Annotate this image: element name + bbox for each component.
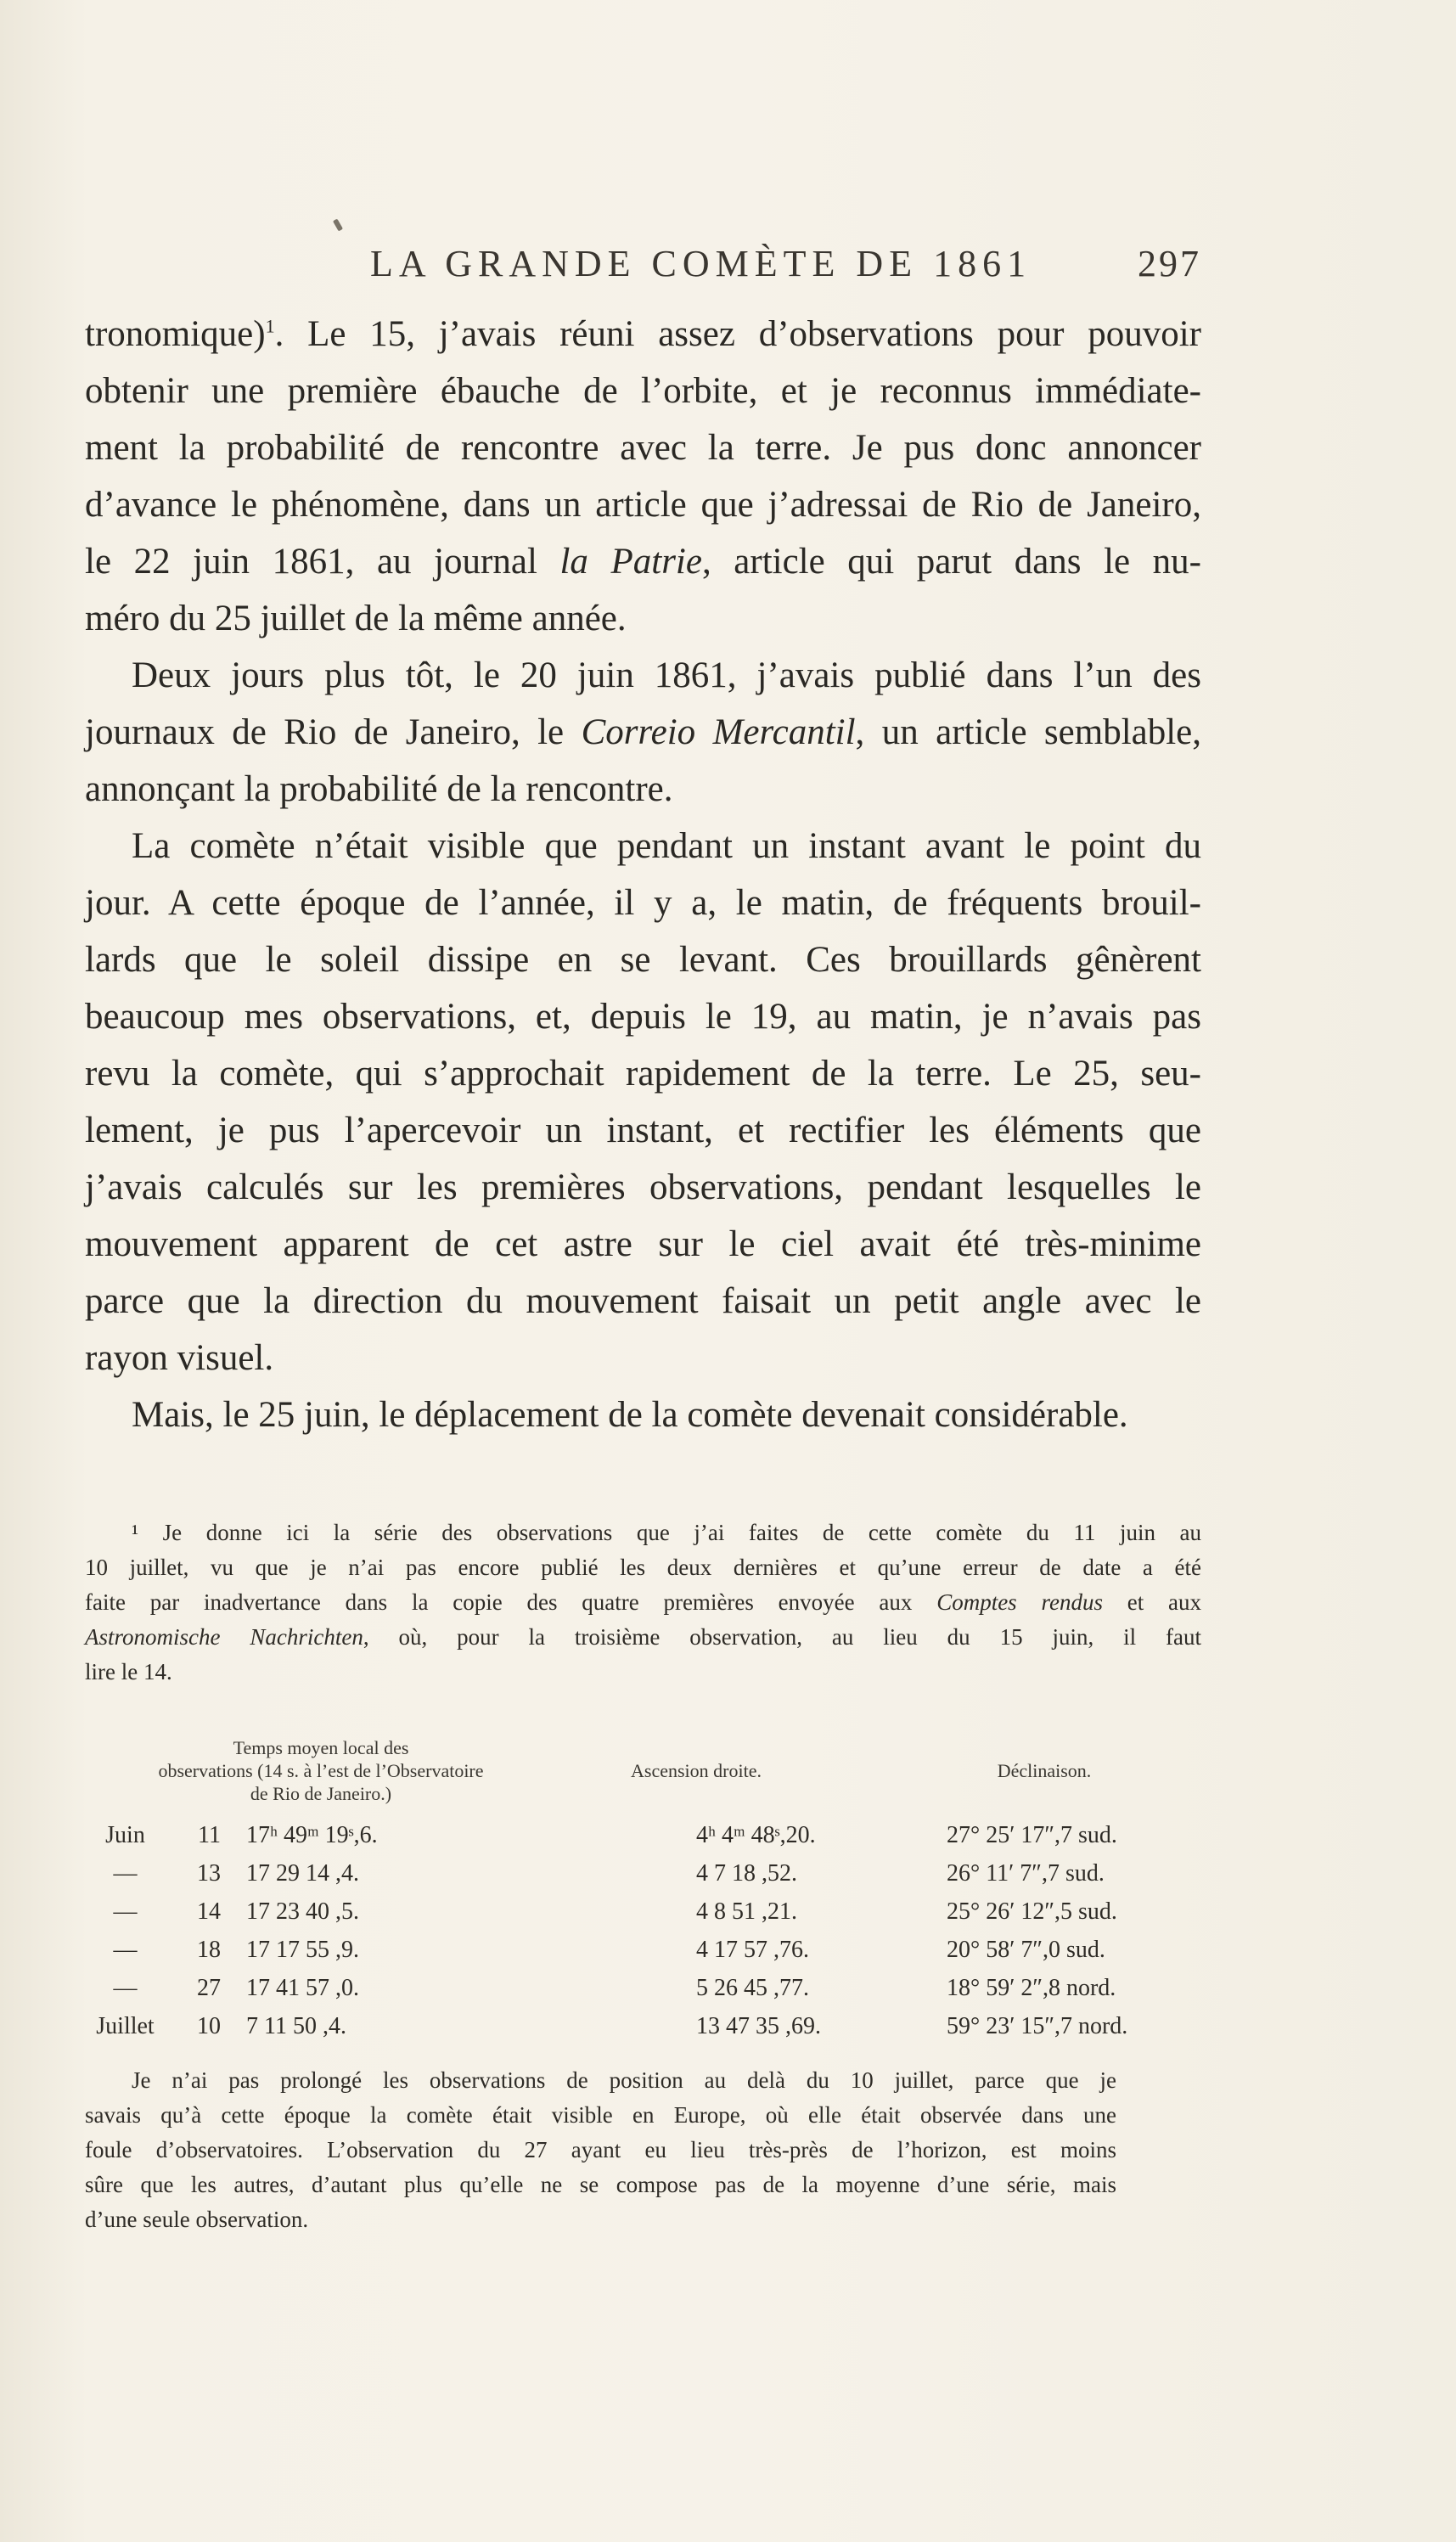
footnote-marker: ¹ xyxy=(132,1520,139,1545)
table-row: — 14 17 23 40 ,5. 4 8 51 ,21. 25° 26′ 12″,5 sud. xyxy=(113,1898,1117,1925)
table-row: — 13 17 29 14 ,4. 4 7 18 ,52. 26° 11′ 7″,7 sud. xyxy=(113,1860,1105,1887)
note-line: sûre que les autres, d’autant plus qu’elle ne se compose pas de la moyenne d’une série, mais xyxy=(85,2172,1116,2197)
ink-mark xyxy=(333,218,343,231)
footnote-line: 10 juillet, vu que je n’ai pas encore publié les deux dernières et qu’une erreur de date a été xyxy=(85,1555,1201,1580)
column-header-declination: Déclinaison. xyxy=(997,1760,1092,1781)
note-line: Je n’ai pas prolongé les observations de position au delà du 10 juillet, parce que je xyxy=(132,2067,1116,2093)
text-line: lement, je pus l’apercevoir un instant, et rectifier les éléments que xyxy=(85,1111,1201,1150)
note-line: d’une seule observation. xyxy=(85,2207,309,2232)
table-row: Juillet 10 7 11 50 ,4. 13 47 35 ,69. 59° 23′ 15″,7 nord. xyxy=(96,2013,1128,2039)
text-line: jour. A cette époque de l’année, il y a, le matin, de fréquents brouil- xyxy=(85,883,1201,923)
text-line: d’avance le phénomène, dans un article que j’adressai de Rio de Janeiro, xyxy=(85,485,1201,525)
text-line: obtenir une première ébauche de l’orbite, et je reconnus immédiate- xyxy=(85,371,1201,411)
text-line: annonçant la probabilité de la rencontre. xyxy=(85,769,673,809)
table-note xyxy=(85,2063,1116,2237)
text-line: La comète n’était visible que pendant un instant avant le point du xyxy=(132,826,1201,866)
text-line: Deux jours plus tôt, le 20 juin 1861, j’avais publié dans l’un des xyxy=(132,655,1201,695)
footnote-line: Astronomische Nachrichten, où, pour la troisième observation, au lieu du 15 juin, il faut xyxy=(85,1624,1202,1650)
text-line: journaux de Rio de Janeiro, le Correio Mercantil, un article semblable, xyxy=(85,712,1202,752)
page-number: 297 xyxy=(1138,243,1201,284)
footnote-line: lire le 14. xyxy=(85,1659,172,1684)
text-line: j’avais calculés sur les premières observations, pendant lesquelles le xyxy=(85,1167,1201,1207)
text-line: tronomique)$^1$. Le 15, j’avais réuni assez d’observations pour pouvoir xyxy=(85,314,1201,354)
running-title: LA GRANDE COMÈTE DE 1861 xyxy=(370,243,1032,284)
text-line: ment la probabilité de rencontre avec la terre. Je pus donc annoncer xyxy=(85,428,1201,468)
footnote-line: ¹ Je donne ici la série des observations que j’ai faites de cette comète du 11 juin au xyxy=(132,1520,1201,1545)
footnote-line: faite par inadvertance dans la copie des quatre premières envoyée aux Comptes rendus et aux xyxy=(85,1589,1201,1615)
text-line: méro du 25 juillet de la même année. xyxy=(85,599,627,638)
text-line: le 22 juin 1861, au journal la Patrie, article qui parut dans le nu- xyxy=(85,542,1202,582)
text-line: parce que la direction du mouvement faisait un petit angle avec le xyxy=(85,1281,1201,1321)
table-row: — 18 17 17 55 ,9. 4 17 57 ,76. 20° 58′ 7″,0 sud. xyxy=(113,1937,1105,1963)
body-text xyxy=(85,306,1201,1443)
running-header xyxy=(85,242,1201,293)
text-line: lards que le soleil dissipe en se levant. Ces brouillards gênèrent xyxy=(85,940,1201,980)
note-line: foule d’observatoires. L’observation du 27 ayant eu lieu très-près de l’horizon, est moins xyxy=(85,2137,1116,2162)
observations-table xyxy=(85,1817,1128,2046)
text-line: mouvement apparent de cet astre sur le ciel avait été très-minime xyxy=(85,1224,1201,1264)
text-line: revu la comète, qui s’approchait rapidement de la terre. Le 25, seu- xyxy=(85,1054,1201,1094)
column-header-time: Temps moyen local des observations (14 s. à l’est de l’Observatoire de Rio de Janeiro.) xyxy=(158,1737,484,1804)
text-line: rayon visuel. xyxy=(85,1338,274,1378)
table-row: Juin 11 17ʰ 49ᵐ 19ˢ,6. 4ʰ 4ᵐ 48ˢ,20. 27° 25′ 17″,7 sud. xyxy=(105,1822,1117,1848)
column-header-right-ascension: Ascension droite. xyxy=(631,1760,762,1781)
text-line: Mais, le 25 juin, le déplacement de la comète devenait considérable. xyxy=(132,1395,1128,1435)
footnote-reference: 1 xyxy=(265,315,275,337)
table-row: — 27 17 41 57 ,0. 5 26 45 ,77. 18° 59′ 2″,8 nord. xyxy=(113,1975,1116,2001)
newspaper-name: Correio Mercantil xyxy=(581,712,856,752)
footnote xyxy=(85,1516,1201,1690)
journal-name: la Patrie xyxy=(559,542,702,582)
text-line: beaucoup mes observations, et, depuis le 19, au matin, je n’avais pas xyxy=(85,997,1201,1037)
note-line: savais qu’à cette époque la comète était visible en Europe, où elle était observée dans une xyxy=(85,2102,1116,2128)
